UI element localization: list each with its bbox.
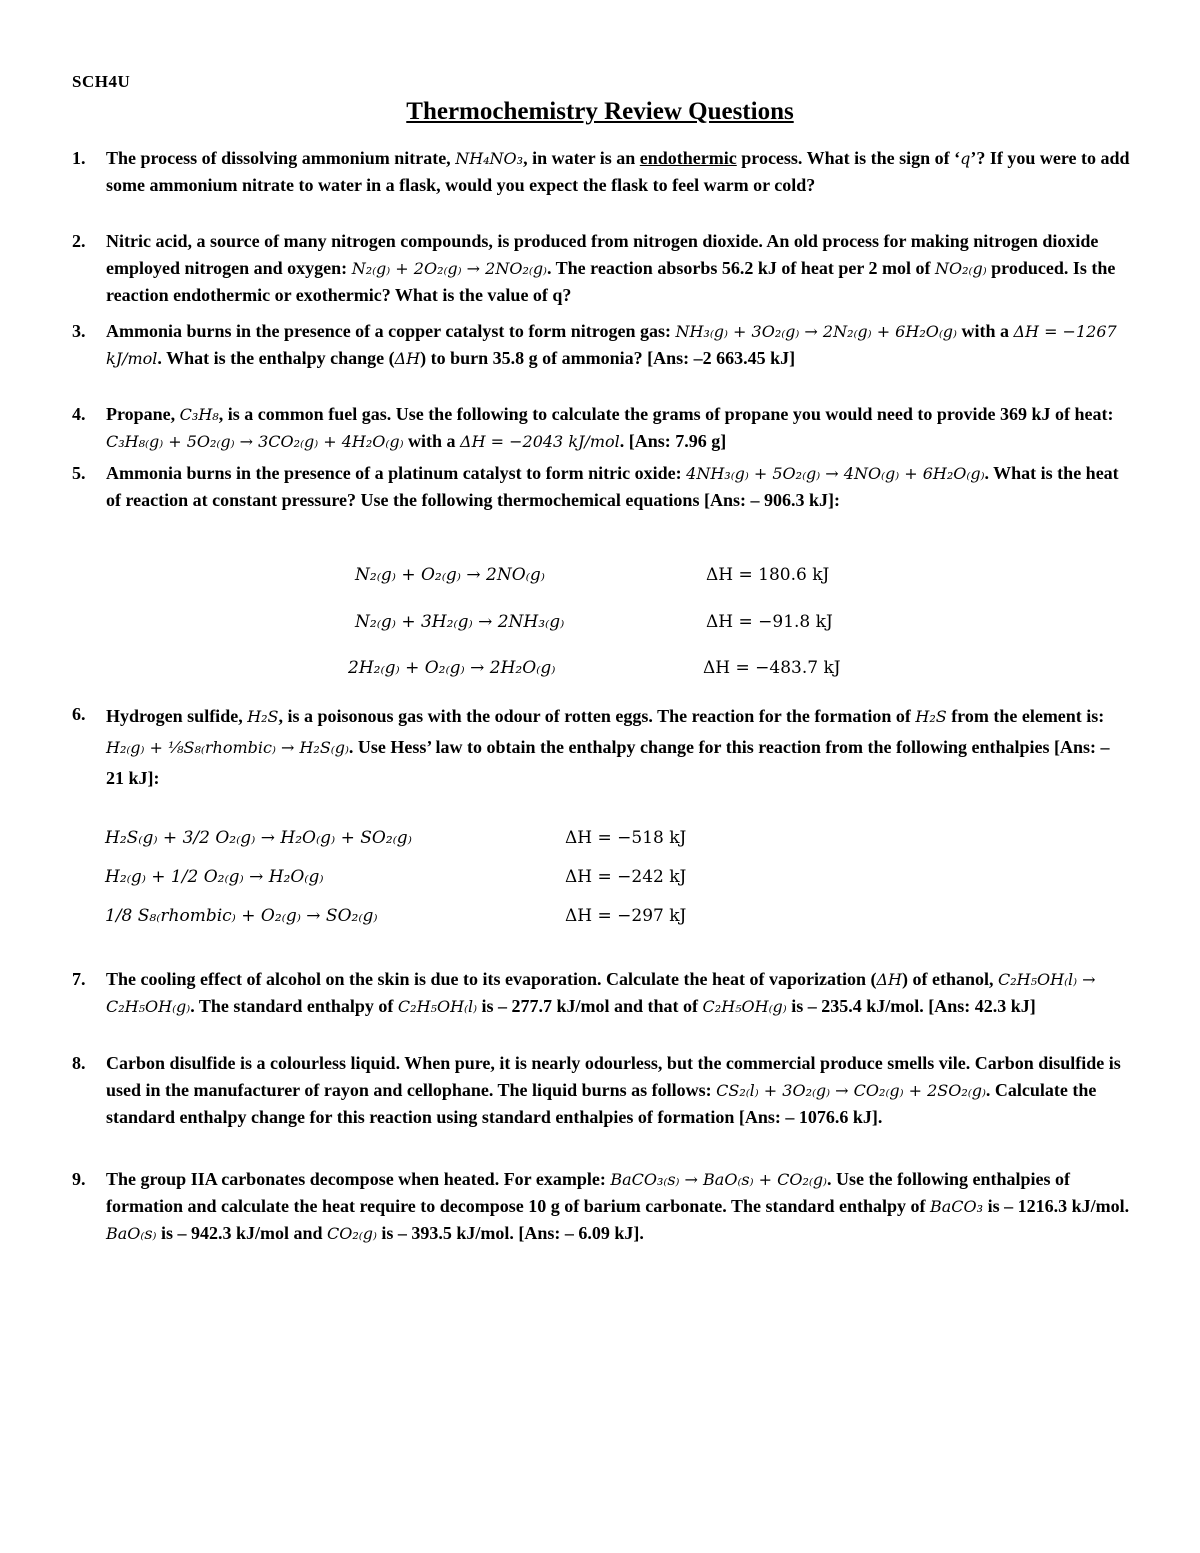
question-7 xyxy=(72,966,1132,1020)
question-8 xyxy=(72,1050,1132,1131)
question-number: 9. xyxy=(72,1169,86,1189)
question-1 xyxy=(72,145,1132,199)
question-text: Ammonia burns in the presence of a platinum catalyst to form nitric oxide: 4NH₃₍g₎ + 5O₂₍g₎ → 4NO₍g₎ + 6H₂O₍g₎. What is the heat of reaction at constant pressure? Use the following thermochemical equations [Ans: – 906.3 kJ]: xyxy=(106,463,1119,510)
equation: N₂₍g₎ + 3H₂₍g₎ → 2NH₃₍g₎ xyxy=(355,612,565,632)
question-6 xyxy=(72,701,1132,794)
question-text: Hydrogen sulfide, H₂S, is a poisonous gas with the odour of rotten eggs. The reaction for the formation of H₂S from the element is: H₂₍g₎ + ⅛S₈₍rhombic₎ → H₂S₍g₎. Use Hess’ law to obtain the enthalpy change for this reaction from the following enthalpies [Ans: – 21 kJ]: xyxy=(106,706,1110,788)
question-9 xyxy=(72,1166,1132,1247)
question-text: The cooling effect of alcohol on the skin is due to its evaporation. Calculate the heat of vaporization (ΔH) of ethanol, C₂H₅OH₍l₎ → C₂H₅OH₍g₎. The standard enthalpy of C₂H₅OH₍l₎ is – 277.7 kJ/mol and that of C₂H₅OH₍g₎ is – 235.4 kJ/mol. [Ans: 42.3 kJ] xyxy=(106,969,1096,1016)
enthalpy-value: ΔH = −91.8 kJ xyxy=(706,612,833,632)
enthalpy-value: ΔH = −297 kJ xyxy=(565,906,687,926)
equation: H₂₍g₎ + 1/2 O₂₍g₎ → H₂O₍g₎ xyxy=(105,867,324,887)
question-4 xyxy=(72,401,1132,455)
equation: H₂S₍g₎ + 3/2 O₂₍g₎ → H₂O₍g₎ + SO₂₍g₎ xyxy=(105,828,412,848)
question-number: 2. xyxy=(72,231,86,251)
question-number: 1. xyxy=(72,148,86,168)
question-text: Ammonia burns in the presence of a copper catalyst to form nitrogen gas: NH₃₍g₎ + 3O₂₍g₎ → 2N₂₍g₎ + 6H₂O₍g₎ with a ΔH = −1267 kJ/mol. What is the enthalpy change (ΔH) to burn 35.8 g of ammonia? [Ans: –2 663.45 kJ] xyxy=(106,321,1117,368)
emphasis-underline: endothermic xyxy=(639,148,737,168)
enthalpy-value: ΔH = 180.6 kJ xyxy=(706,565,830,585)
question-number: 3. xyxy=(72,321,86,341)
equation: 2H₂₍g₎ + O₂₍g₎ → 2H₂O₍g₎ xyxy=(348,658,556,678)
enthalpy-value: ΔH = −483.7 kJ xyxy=(703,658,841,678)
equation: 1/8 S₈₍rhombic₎ + O₂₍g₎ → SO₂₍g₎ xyxy=(105,906,378,926)
question-number: 4. xyxy=(72,404,86,424)
question-number: 8. xyxy=(72,1053,86,1073)
question-2 xyxy=(72,228,1132,309)
question-number: 5. xyxy=(72,463,86,483)
question-3 xyxy=(72,318,1132,372)
course-code: SCH4U xyxy=(72,72,131,91)
question-text: Nitric acid, a source of many nitrogen compounds, is produced from nitrogen dioxide. An old process for making nitrogen dioxide employed nitrogen and oxygen: N₂₍g₎ + 2O₂₍g₎ → 2NO₂₍g₎. The reaction absorbs 56.2 kJ of heat per 2 mol of NO₂₍g₎ produced. Is the reaction endothermic or exothermic? What is the value of q? xyxy=(106,231,1116,305)
question-text: Carbon disulfide is a colourless liquid. When pure, it is nearly odourless, but the commercial produce smells vile. Carbon disulfide is used in the manufacturer of rayon and cellophane. The liquid burns as follows: CS₂₍l₎ + 3O₂₍g₎ → CO₂₍g₎ + 2SO₂₍g₎. Calculate the standard enthalpy change for this reaction using standard enthalpies of formation [Ans: – 1076.6 kJ]. xyxy=(106,1053,1121,1127)
question-text: The process of dissolving ammonium nitrate, NH₄NO₃, in water is an endothermic process. What is the sign of ‘q’? If you were to add some ammonium nitrate to water in a flask, would you expect the flask to feel warm or cold? xyxy=(106,148,1130,195)
page-title: Thermochemistry Review Questions xyxy=(406,98,794,125)
question-text: The group IIA carbonates decompose when heated. For example: BaCO₃₍s₎ → BaO₍s₎ + CO₂₍g₎. Use the following enthalpies of formation and calculate the heat require to decompose 10 g of barium carbonate. The standard enthalpy of BaCO₃ is – 1216.3 kJ/mol. BaO₍s₎ is – 942.3 kJ/mol and CO₂₍g₎ is – 393.5 kJ/mol. [Ans: – 6.09 kJ]. xyxy=(106,1169,1130,1243)
question-number: 6. xyxy=(72,704,86,724)
enthalpy-value: ΔH = −518 kJ xyxy=(565,828,687,848)
question-5 xyxy=(72,460,1132,514)
equation: N₂₍g₎ + O₂₍g₎ → 2NO₍g₎ xyxy=(355,565,545,585)
enthalpy-value: ΔH = −242 kJ xyxy=(565,867,687,887)
question-text: Propane, C₃H₈, is a common fuel gas. Use the following to calculate the grams of propane you would need to provide 369 kJ of heat: C₃H₈₍g₎ + 5O₂₍g₎ → 3CO₂₍g₎ + 4H₂O₍g₎ with a ΔH = −2043 kJ/mol. [Ans: 7.96 g] xyxy=(106,404,1114,451)
question-number: 7. xyxy=(72,969,86,989)
